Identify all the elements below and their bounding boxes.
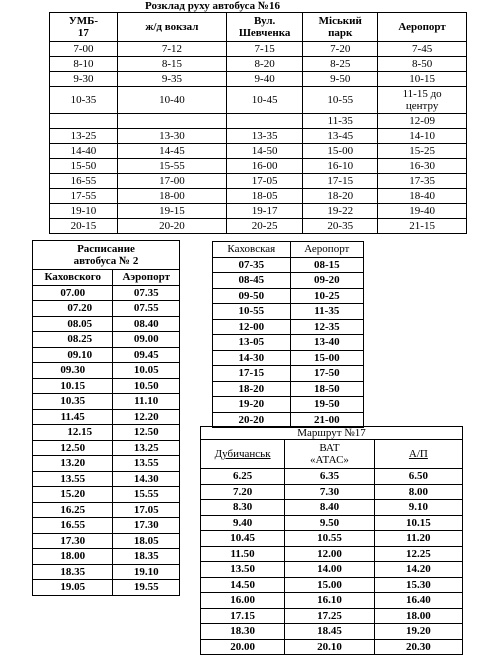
table-cell: 18.00	[374, 608, 462, 624]
table-cell: 8-50	[378, 57, 467, 72]
table-cell: 07.20	[33, 301, 113, 317]
table-row	[50, 72, 467, 87]
table-cell: 10.45	[201, 531, 285, 547]
table-cell: 19-15	[117, 204, 226, 219]
table-cell: 7-15	[227, 42, 303, 57]
bus2-title: Расписание автобуса № 2	[33, 241, 180, 270]
table-cell: 13.55	[113, 456, 180, 472]
table-cell: 13-40	[290, 335, 363, 351]
table-cell: 14.00	[285, 562, 375, 578]
table-row	[50, 114, 467, 129]
table-row	[201, 577, 463, 593]
table-cell: 12.20	[113, 409, 180, 425]
table-cell: 17-15	[213, 366, 291, 382]
table-cell: 12.15	[33, 425, 113, 441]
table-cell: 16.55	[33, 518, 113, 534]
table-cell: 16.00	[201, 593, 285, 609]
table-cell: 6.25	[201, 469, 285, 485]
column-header: Аеропорт	[290, 242, 363, 258]
table-cell: 15.55	[113, 487, 180, 503]
table-cell: 15-25	[378, 144, 467, 159]
table-cell: 18-50	[290, 381, 363, 397]
table-row	[201, 546, 463, 562]
table-cell: 9-35	[117, 72, 226, 87]
table-cell: 18-00	[117, 189, 226, 204]
table-row	[213, 319, 364, 335]
table-row	[213, 397, 364, 413]
table-row	[213, 366, 364, 382]
table-cell: 10.15	[374, 515, 462, 531]
table-cell: 07.55	[113, 301, 180, 317]
table-row	[201, 639, 463, 655]
table-cell: 17-15	[303, 174, 378, 189]
table-cell: 18-05	[227, 189, 303, 204]
table-cell: 7-20	[303, 42, 378, 57]
table-row	[213, 257, 364, 273]
table-row	[201, 469, 463, 485]
table-cell: 10.50	[113, 378, 180, 394]
bus16-schedule-table	[49, 12, 467, 234]
table-row	[50, 174, 467, 189]
table-row	[33, 502, 180, 518]
table-cell: 6.50	[374, 469, 462, 485]
table-cell: 6.35	[285, 469, 375, 485]
table-cell: 17.30	[33, 533, 113, 549]
column-header: Вул. Шевченка	[227, 13, 303, 42]
table-cell: 08.25	[33, 332, 113, 348]
table-cell: 16-00	[227, 159, 303, 174]
table-cell: 18.45	[285, 624, 375, 640]
table-row	[33, 518, 180, 534]
column-header: ВАТ «АТАС»	[285, 440, 375, 469]
table-cell: 7.30	[285, 484, 375, 500]
table-cell: 18.35	[113, 549, 180, 565]
table-cell: 8-10	[50, 57, 118, 72]
table-row	[33, 580, 180, 596]
table-row	[33, 285, 180, 301]
table-header-row	[213, 242, 364, 258]
table-cell: 17-50	[290, 366, 363, 382]
table-cell: 09.10	[33, 347, 113, 363]
table-cell: 19-40	[378, 204, 467, 219]
bus2-schedule-table	[32, 240, 180, 596]
table-cell: 17-05	[227, 174, 303, 189]
route17-title: Маршрут №17	[201, 427, 463, 440]
table-row	[50, 159, 467, 174]
table-cell: 16-55	[50, 174, 118, 189]
column-header: ж/д вокзал	[117, 13, 226, 42]
table-cell: 11-15 до центру	[378, 87, 467, 114]
table-cell: 10-25	[290, 288, 363, 304]
table-cell: 15.30	[374, 577, 462, 593]
table-cell: 12-35	[290, 319, 363, 335]
table-cell: 15-50	[50, 159, 118, 174]
table-cell: 17-35	[378, 174, 467, 189]
table-cell: 18-40	[378, 189, 467, 204]
table-row	[33, 332, 180, 348]
table-row	[201, 562, 463, 578]
table-cell: 08.40	[113, 316, 180, 332]
table-cell: 9.50	[285, 515, 375, 531]
table-cell: 12.00	[285, 546, 375, 562]
table-cell: 12.50	[113, 425, 180, 441]
table-cell: 17.30	[113, 518, 180, 534]
table-cell: 14-40	[50, 144, 118, 159]
table-row	[33, 440, 180, 456]
table-cell: 18-20	[303, 189, 378, 204]
table-cell	[227, 114, 303, 129]
table-cell: 8-20	[227, 57, 303, 72]
table-row	[213, 335, 364, 351]
table-cell	[117, 114, 226, 129]
table-cell: 9-50	[303, 72, 378, 87]
table-cell: 11.10	[113, 394, 180, 410]
table-cell: 18.05	[113, 533, 180, 549]
table-cell: 14-10	[378, 129, 467, 144]
table-row	[33, 487, 180, 503]
table-row	[201, 624, 463, 640]
table-cell: 19-20	[213, 397, 291, 413]
column-header: Міський парк	[303, 13, 378, 42]
table-cell: 15.20	[33, 487, 113, 503]
table-row	[201, 608, 463, 624]
table-cell: 07-35	[213, 257, 291, 273]
table-cell: 8.40	[285, 500, 375, 516]
table-cell: 11.50	[201, 546, 285, 562]
table-row	[50, 144, 467, 159]
table-cell: 10-15	[378, 72, 467, 87]
table-row	[50, 189, 467, 204]
table-row	[33, 378, 180, 394]
table-cell: 19.20	[374, 624, 462, 640]
table-cell: 13-45	[303, 129, 378, 144]
table-cell: 18.30	[201, 624, 285, 640]
table-cell: 18.00	[33, 549, 113, 565]
table-cell: 9-40	[227, 72, 303, 87]
column-header: Дубичанськ	[201, 440, 285, 469]
table-cell: 14-50	[227, 144, 303, 159]
table-cell: 13.20	[33, 456, 113, 472]
table-cell: 09-50	[213, 288, 291, 304]
table-cell: 19.55	[113, 580, 180, 596]
table-row	[213, 273, 364, 289]
table-cell: 13.50	[201, 562, 285, 578]
table-cell: 11.45	[33, 409, 113, 425]
table-row	[201, 531, 463, 547]
table-cell: 08-15	[290, 257, 363, 273]
kakhovska-schedule-table	[212, 241, 364, 428]
table-cell: 16-30	[378, 159, 467, 174]
table-header-row	[50, 13, 467, 42]
table-row	[33, 347, 180, 363]
table-cell: 18-20	[213, 381, 291, 397]
table-cell: 12.25	[374, 546, 462, 562]
table-cell: 15-55	[117, 159, 226, 174]
table-cell: 8.00	[374, 484, 462, 500]
table-cell: 08.05	[33, 316, 113, 332]
table-cell: 20.00	[201, 639, 285, 655]
table-cell: 19-10	[50, 204, 118, 219]
table-row	[33, 533, 180, 549]
table-row	[213, 304, 364, 320]
table-cell: 13-30	[117, 129, 226, 144]
table-row	[33, 301, 180, 317]
table-cell: 15-00	[303, 144, 378, 159]
table-cell: 19-50	[290, 397, 363, 413]
table-cell: 10.05	[113, 363, 180, 379]
column-header: А/П	[374, 440, 462, 469]
table-cell: 20-35	[303, 219, 378, 234]
table-row	[33, 409, 180, 425]
table-cell: 17-55	[50, 189, 118, 204]
table-cell: 07.35	[113, 285, 180, 301]
table-cell: 21-00	[290, 412, 363, 428]
table-cell: 18.35	[33, 564, 113, 580]
table-cell: 8.30	[201, 500, 285, 516]
table-cell: 13.55	[33, 471, 113, 487]
table-cell: 8-15	[117, 57, 226, 72]
table-cell: 19-22	[303, 204, 378, 219]
table-row	[213, 381, 364, 397]
table-cell	[50, 114, 118, 129]
table-row	[50, 87, 467, 114]
table-cell: 20.10	[285, 639, 375, 655]
table-row	[201, 500, 463, 516]
table-row	[201, 515, 463, 531]
table-row	[213, 350, 364, 366]
table-row	[201, 484, 463, 500]
route17-schedule-table	[200, 426, 463, 655]
table-row	[50, 204, 467, 219]
table-row	[33, 549, 180, 565]
table-row	[213, 288, 364, 304]
table-cell: 17.05	[113, 502, 180, 518]
table-cell: 16.40	[374, 593, 462, 609]
table-cell: 14-45	[117, 144, 226, 159]
table-cell: 15-00	[290, 350, 363, 366]
table-cell: 7-00	[50, 42, 118, 57]
table-cell: 20-20	[213, 412, 291, 428]
table-row	[50, 42, 467, 57]
table-cell: 13-25	[50, 129, 118, 144]
table-cell: 10-55	[213, 304, 291, 320]
table-cell: 14.20	[374, 562, 462, 578]
column-header: Каховского	[33, 270, 113, 286]
table-cell: 10-55	[303, 87, 378, 114]
table-cell: 10-40	[117, 87, 226, 114]
table-cell: 10.35	[33, 394, 113, 410]
table-row	[33, 363, 180, 379]
table-cell: 10-35	[50, 87, 118, 114]
table-row	[50, 57, 467, 72]
table-cell: 20-15	[50, 219, 118, 234]
table-row	[33, 425, 180, 441]
table-cell: 17.25	[285, 608, 375, 624]
table-cell: 20.30	[374, 639, 462, 655]
table-cell: 21-15	[378, 219, 467, 234]
table-row	[50, 219, 467, 234]
table-cell: 16-10	[303, 159, 378, 174]
table-row	[33, 471, 180, 487]
table-cell: 16.10	[285, 593, 375, 609]
table-cell: 13-05	[213, 335, 291, 351]
table-cell: 8-25	[303, 57, 378, 72]
table-cell: 15.00	[285, 577, 375, 593]
table-cell: 09.45	[113, 347, 180, 363]
table-title-row	[33, 241, 180, 270]
table-cell: 20-25	[227, 219, 303, 234]
table-cell: 9.10	[374, 500, 462, 516]
table-cell: 10.55	[285, 531, 375, 547]
table-cell: 17.15	[201, 608, 285, 624]
table-cell: 13.25	[113, 440, 180, 456]
column-header: Аеропорт	[378, 13, 467, 42]
table-cell: 9-30	[50, 72, 118, 87]
table-row	[33, 394, 180, 410]
table-cell: 7-12	[117, 42, 226, 57]
column-header: Аэропорт	[113, 270, 180, 286]
table-cell: 09.30	[33, 363, 113, 379]
table-row	[33, 564, 180, 580]
table-cell: 09.00	[113, 332, 180, 348]
table-cell: 7.20	[201, 484, 285, 500]
table-cell: 11.20	[374, 531, 462, 547]
table-cell: 17-00	[117, 174, 226, 189]
table-cell: 12-00	[213, 319, 291, 335]
table-row	[201, 593, 463, 609]
bus16-title: Розклад руху автобуса №16	[145, 0, 280, 12]
table-cell: 9.40	[201, 515, 285, 531]
table-cell: 09-20	[290, 273, 363, 289]
table-cell: 16.25	[33, 502, 113, 518]
table-header-row	[33, 270, 180, 286]
table-row	[50, 129, 467, 144]
table-cell: 10-45	[227, 87, 303, 114]
table-cell: 11-35	[290, 304, 363, 320]
table-title-row	[201, 427, 463, 440]
table-cell: 11-35	[303, 114, 378, 129]
table-cell: 7-45	[378, 42, 467, 57]
table-cell: 08-45	[213, 273, 291, 289]
table-cell: 10.15	[33, 378, 113, 394]
table-header-row	[201, 440, 463, 469]
table-cell: 14.50	[201, 577, 285, 593]
table-cell: 13-35	[227, 129, 303, 144]
table-cell: 19-17	[227, 204, 303, 219]
table-cell: 07.00	[33, 285, 113, 301]
table-cell: 12.50	[33, 440, 113, 456]
table-cell: 20-20	[117, 219, 226, 234]
table-cell: 14.30	[113, 471, 180, 487]
table-row	[33, 456, 180, 472]
table-row	[33, 316, 180, 332]
table-cell: 19.10	[113, 564, 180, 580]
column-header: Каховская	[213, 242, 291, 258]
column-header: УМБ- 17	[50, 13, 118, 42]
table-cell: 12-09	[378, 114, 467, 129]
table-cell: 19.05	[33, 580, 113, 596]
table-cell: 14-30	[213, 350, 291, 366]
